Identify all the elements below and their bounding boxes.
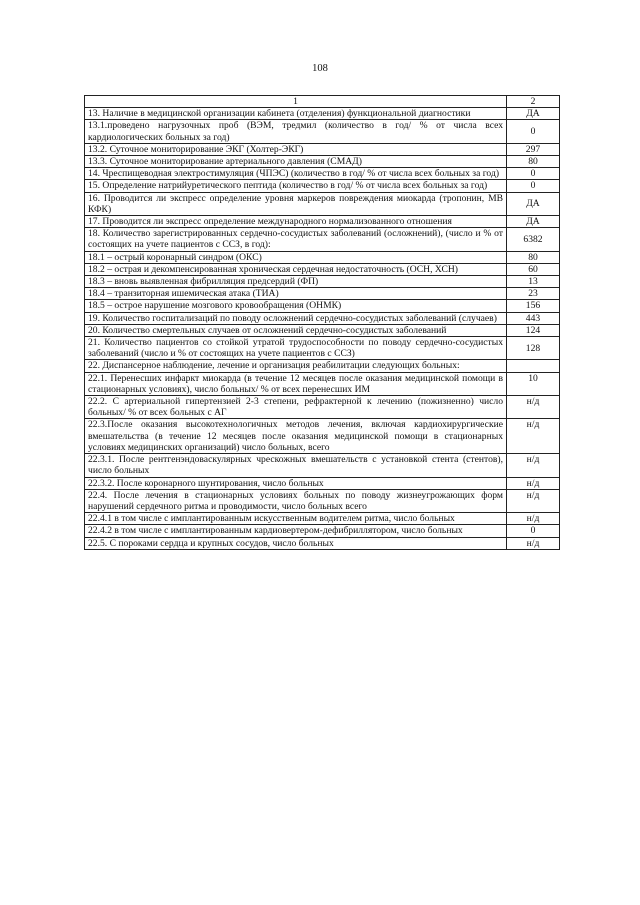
table-row xyxy=(85,108,560,120)
page-number: 108 xyxy=(312,63,328,74)
table-row xyxy=(85,525,560,537)
indicator-value: 128 xyxy=(507,337,560,360)
indicator-value: 6382 xyxy=(507,228,560,251)
table-row xyxy=(85,537,560,549)
table-row xyxy=(85,120,560,143)
indicator-text: 19. Количество госпитализаций по поводу осложнений сердечно-сосудистых заболеваний (случаев) xyxy=(85,312,507,324)
table-row xyxy=(85,419,560,454)
indicator-text: 22.3.2. После коронарного шунтирования, число больных xyxy=(85,477,507,489)
indicator-value: 23 xyxy=(507,288,560,300)
table-row xyxy=(85,263,560,275)
table-row xyxy=(85,276,560,288)
table-row xyxy=(85,396,560,419)
indicator-value: н/д xyxy=(507,396,560,419)
indicator-value: н/д xyxy=(507,477,560,489)
table-row xyxy=(85,489,560,512)
indicator-value: 80 xyxy=(507,251,560,263)
indicator-value: 80 xyxy=(507,156,560,168)
indicator-value xyxy=(507,360,560,372)
indicator-text: 18.5 – острое нарушение мозгового кровообращения (ОНМК) xyxy=(85,300,507,312)
table-row xyxy=(85,360,560,372)
indicator-text: 22.4.1 в том числе с имплантированным искусственным водителем ритма, число больных xyxy=(85,513,507,525)
table-row xyxy=(85,324,560,336)
indicator-text: 13. Наличие в медицинской организации кабинета (отделения) функциональной диагностики xyxy=(85,108,507,120)
indicator-text: 22.4.2 в том числе с имплантированным кардиовертером-дефибриллятором, число больных xyxy=(85,525,507,537)
table-row xyxy=(85,156,560,168)
indicator-text: 21. Количество пациентов со стойкой утратой трудоспособности по поводу сердечно-сосудистых заболеваний (число и % от состоящих на учете пациентов с ССЗ) xyxy=(85,337,507,360)
indicator-text: 22.3.После оказания высокотехнологичных методов лечения, включая кардиохирургические вмешательства (в течение 12 месяцев после оказания медицинской помощи в стационарных условиях медицинских организаций) число больных, всего xyxy=(85,419,507,454)
indicator-text: 20. Количество смертельных случаев от осложнений сердечно-сосудистых заболеваний xyxy=(85,324,507,336)
indicator-value: ДА xyxy=(507,192,560,215)
indicator-value: 124 xyxy=(507,324,560,336)
indicator-value: н/д xyxy=(507,489,560,512)
indicator-value: ДА xyxy=(507,108,560,120)
table-row xyxy=(85,477,560,489)
indicator-value: 0 xyxy=(507,525,560,537)
indicator-value: 156 xyxy=(507,300,560,312)
table-row xyxy=(85,454,560,477)
table-row xyxy=(85,143,560,155)
table-body xyxy=(85,96,560,550)
indicator-value: 0 xyxy=(507,180,560,192)
indicator-text: 15. Определение натрийуретического пептида (количество в год/ % от числа всех больных за год) xyxy=(85,180,507,192)
table-row xyxy=(85,337,560,360)
indicator-text: 18.3 – вновь выявленная фибрилляция предсердий (ФП) xyxy=(85,276,507,288)
indicator-text: 16. Проводится ли экспресс определение уровня маркеров повреждения миокарда (тропонин, МВ КФК) xyxy=(85,192,507,215)
indicator-text: 17. Проводится ли экспресс определение международного нормализованного отношения xyxy=(85,216,507,228)
table-row xyxy=(85,312,560,324)
table-row xyxy=(85,288,560,300)
table-row xyxy=(85,180,560,192)
indicator-text: 22.5. С пороками сердца и крупных сосудов, число больных xyxy=(85,537,507,549)
table-row xyxy=(85,251,560,263)
indicator-text: 18.1 – острый коронарный синдром (ОКС) xyxy=(85,251,507,263)
indicator-value: н/д xyxy=(507,537,560,549)
indicator-text: 22.1. Перенесших инфаркт миокарда (в течение 12 месяцев после оказания медицинской помощи в стационарных условиях), число больных/ % от всех перенесших ИМ xyxy=(85,372,507,395)
table-row xyxy=(85,513,560,525)
indicator-value: 443 xyxy=(507,312,560,324)
indicator-text: 22.2. С артериальной гипертензией 2-3 степени, рефрактерной к лечению (пожизненно) число больных/ % от всех больных с АГ xyxy=(85,396,507,419)
table-row xyxy=(85,228,560,251)
indicator-value: 10 xyxy=(507,372,560,395)
indicator-text: 18.2 – острая и декомпенсированная хроническая сердечная недостаточность (ОСН, ХСН) xyxy=(85,263,507,275)
column-header-2: 2 xyxy=(507,96,560,108)
table-header-row xyxy=(85,96,560,108)
indicator-text: 22.4. После лечения в стационарных условиях больных по поводу жизнеугрожающих форм нарушений сердечного ритма и проводимости, число больных всего xyxy=(85,489,507,512)
indicator-text: 13.2. Суточное мониторирование ЭКГ (Холтер-ЭКГ) xyxy=(85,143,507,155)
table-row xyxy=(85,372,560,395)
indicator-value: н/д xyxy=(507,513,560,525)
table-row xyxy=(85,300,560,312)
table-row xyxy=(85,192,560,215)
indicator-value: 297 xyxy=(507,143,560,155)
table-row xyxy=(85,168,560,180)
indicators-table xyxy=(84,95,560,550)
indicator-text: 22. Диспансерное наблюдение, лечение и организация реабилитации следующих больных: xyxy=(85,360,507,372)
indicator-text: 18.4 – транзиторная ишемическая атака (ТИА) xyxy=(85,288,507,300)
indicator-text: 22.3.1. После рентгенэндоваскулярных чрескожных вмешательств с установкой стента (стентов), число больных xyxy=(85,454,507,477)
table-row xyxy=(85,216,560,228)
indicator-text: 14. Чреспищеводная электростимуляция (ЧПЭС) (количество в год/ % от числа всех больных за год) xyxy=(85,168,507,180)
column-header-1: 1 xyxy=(85,96,507,108)
indicator-text: 13.1.проведено нагрузочных проб (ВЭМ, тредмил (количество в год/ % от числа всех кардиологических больных за год) xyxy=(85,120,507,143)
indicator-value: 60 xyxy=(507,263,560,275)
indicator-value: 0 xyxy=(507,168,560,180)
indicator-text: 13.3. Суточное мониторирование артериального давления (СМАД) xyxy=(85,156,507,168)
indicator-value: н/д xyxy=(507,454,560,477)
indicator-value: 13 xyxy=(507,276,560,288)
indicator-value: ДА xyxy=(507,216,560,228)
indicator-text: 18. Количество зарегистрированных сердечно-сосудистых заболеваний (осложнений), (число и % от состоящих на учете пациентов с ССЗ, в год): xyxy=(85,228,507,251)
indicator-value: 0 xyxy=(507,120,560,143)
indicator-value: н/д xyxy=(507,419,560,454)
